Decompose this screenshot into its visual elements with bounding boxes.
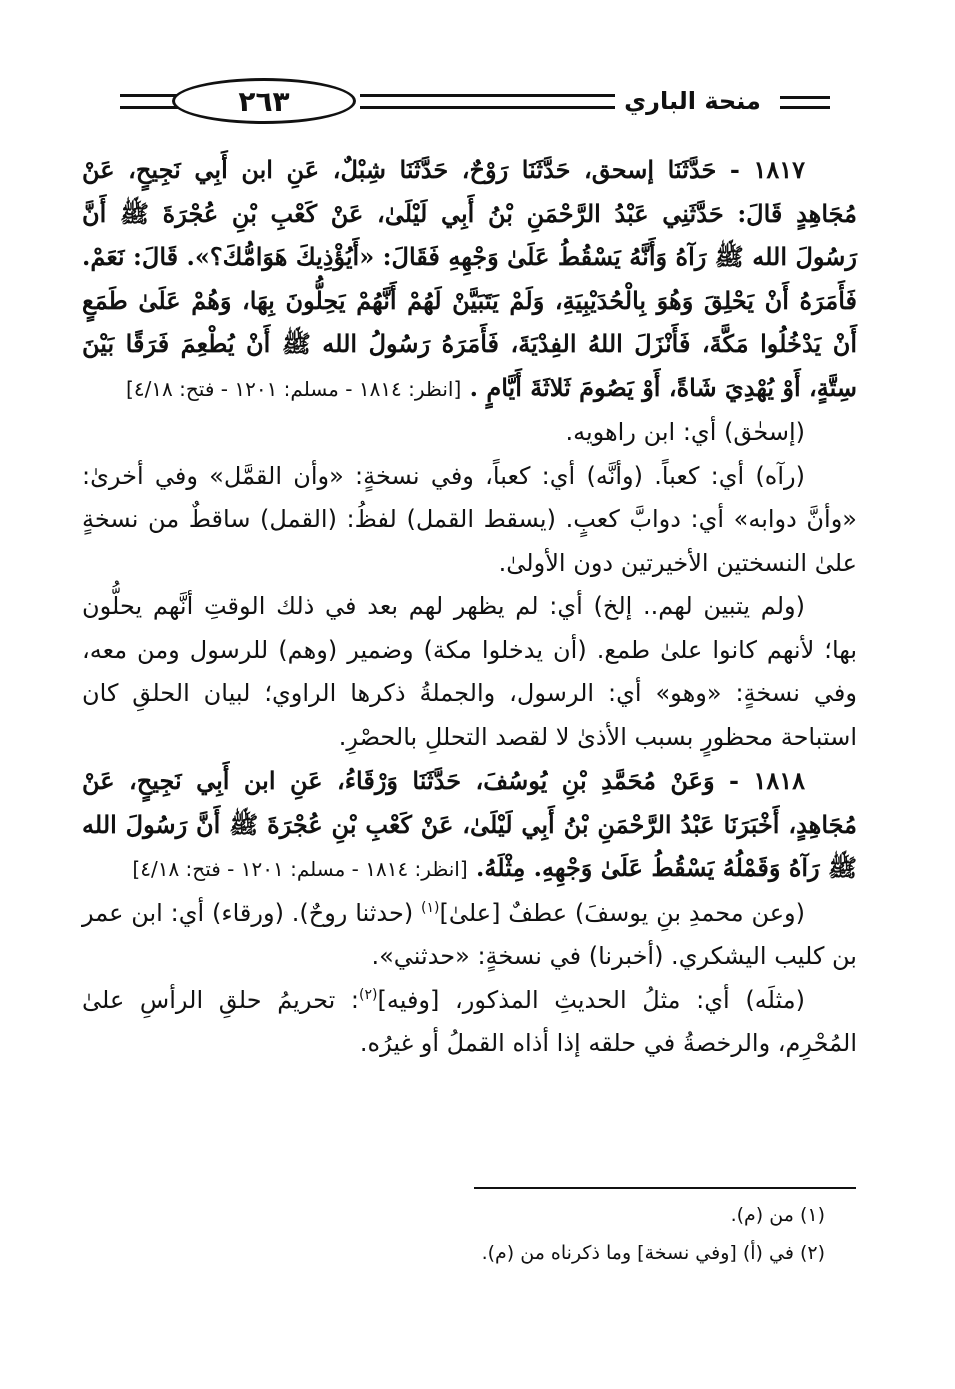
commentary-paragraph [82, 892, 857, 979]
commentary-paragraph: (ولم يتبين لهم.. إلخ) أي: لم يظهر لهم بعد في ذلك الوقتِ أنَّهم يحلُّون بها؛ لأنهم كانوا علىٰ طمع. (أن يدخلوا مكة) وضمير (وهم) للرسول ومن معه، وفي نسخةٍ: «وهو» أي: الرسول، والجملةُ ذكرها الراوي؛ لبيان الحلقِ كان استباحة محظورٍ بسبب الأذىٰ لا لقصد التحللِ بالحصْرِ. [82, 592, 857, 751]
hadith-text: ١٨١٧ - حَدَّثَنَا إسحق، حَدَّثَنَا رَوْحٌ، حَدَّثَنَا شِبْلٌ، عَنِ ابن أَبِي نَجِيحٍ، عَنْ مُجَاهِدٍ قَالَ: حَدَّثَنِي عَبْدُ الرَّحْمَنِ بْنُ أَبِي لَيْلَىٰ، عَنْ كَعْبِ بْنِ عُجْرَةَ ﷺ أَنَّ رَسُولَ الله ﷺ رَآهُ وَأَنَّهُ يَسْقُطُ عَلَىٰ وَجْهِهِ فَقَالَ: «أَيُؤْذِيكَ هَوَامُّكَ؟». قَالَ: نَعَمْ. فَأَمَرَهُ أَنْ يَحْلِقَ وَهُوَ بِالْحُدَيْبِيَةِ، وَلَمْ يَتَبَيَّنْ لَهُمْ أَنَّهُمْ يَحِلُّونَ بِهَا، وَهُمْ عَلَىٰ طَمَعٍ أَنْ يَدْخُلُوا مَكَّةَ، فَأَنْزَلَ اللهُ الفِدْيَةَ، فَأَمَرَهُ رَسُولُ الله ﷺ أَنْ يُطْعِمَ فَرَقًا بَيْنَ سِتَّةٍ، أَوْ يُهْدِيَ شَاةً، أَوْ يَصُومَ ثَلاثَةَ أَيَّامٍ . [82, 155, 857, 402]
commentary-text: (مثلَه) أي: مثلُ الحديثِ المذكور، [وفيه] [377, 985, 806, 1014]
header-rule [780, 96, 830, 99]
footnote: (١) من (م). [730, 1204, 825, 1226]
commentary-paragraph: (رآه) أي: كعباً. (وأنَّه) أي: كعباً، وفي نسخةٍ: «وأن القمَّل» وفي أخرىٰ: «وأنَّ دوابه» أي: دوابَّ كعبٍ. (يسقط القمل) لفظُ: (القمل) ساقطٌ من نسخةٍ علىٰ النسختين الأخيرتين دون الأولىٰ. [82, 461, 857, 577]
commentary-text: (وعن محمدِ بنِ يوسفَ) عطفٌ [علىٰ] [439, 898, 805, 927]
header-rule [780, 106, 830, 109]
hadith-1818 [82, 759, 857, 892]
commentary-paragraph [82, 979, 857, 1066]
page-number: ٢٦٣ [238, 84, 290, 118]
page-header [110, 78, 830, 126]
footnotes [300, 1196, 825, 1272]
hadith-1817 [82, 148, 857, 411]
commentary-text: : تحريمُ حلقِ الرأسِ علىٰ المُحْرِم، والرخصةُ في حلقه إذا أذاه القملُ أو غيرُه. [82, 985, 857, 1057]
cross-reference: [انظر: ١٨١٤ - مسلم: ١٢٠١ - فتح: ٤/١٨] [132, 857, 468, 881]
commentary-text: (حدثنا روحٌ). (ورقاء) أي: ابن عمر بن كليب اليشكري. (أخبرنا) في نسخةٍ: «حدثني». [82, 898, 857, 970]
footnote-separator [474, 1187, 856, 1189]
footnote-marker: (٢) [359, 986, 378, 1003]
page-body [82, 148, 857, 1066]
hadith-text: ١٨١٨ - وَعَنْ مُحَمَّدِ بْنِ يُوسُفَ، حَدَّثَنَا وَرْقَاءُ، عَنِ ابن أَبِي نَجِيحٍ، عَنْ مُجَاهِدٍ، أَخْبَرَنَا عَبْدُ الرَّحْمَنِ بْنُ أَبِي لَيْلَىٰ، عَنْ كَعْبِ بْنِ عُجْرَةَ ﷺ أَنَّ رَسُولَ الله ﷺ رَآهُ وَقَمْلُهُ يَسْقُطُ عَلَىٰ وَجْهِهِ. مِثْلَهُ. [82, 766, 857, 882]
footnote: (٢) في (أ) [وفي نسخة] وما ذكرناه من (م). [481, 1242, 825, 1264]
book-title: منحة الباري [615, 84, 770, 118]
commentary-paragraph: (إسحٰق) أي: ابن راهويه. [565, 418, 805, 446]
cross-reference: [انظر: ١٨١٤ - مسلم: ١٢٠١ - فتح: ٤/١٨] [126, 376, 462, 401]
footnote-marker: (١) [421, 899, 440, 916]
page-number-frame [172, 78, 356, 124]
